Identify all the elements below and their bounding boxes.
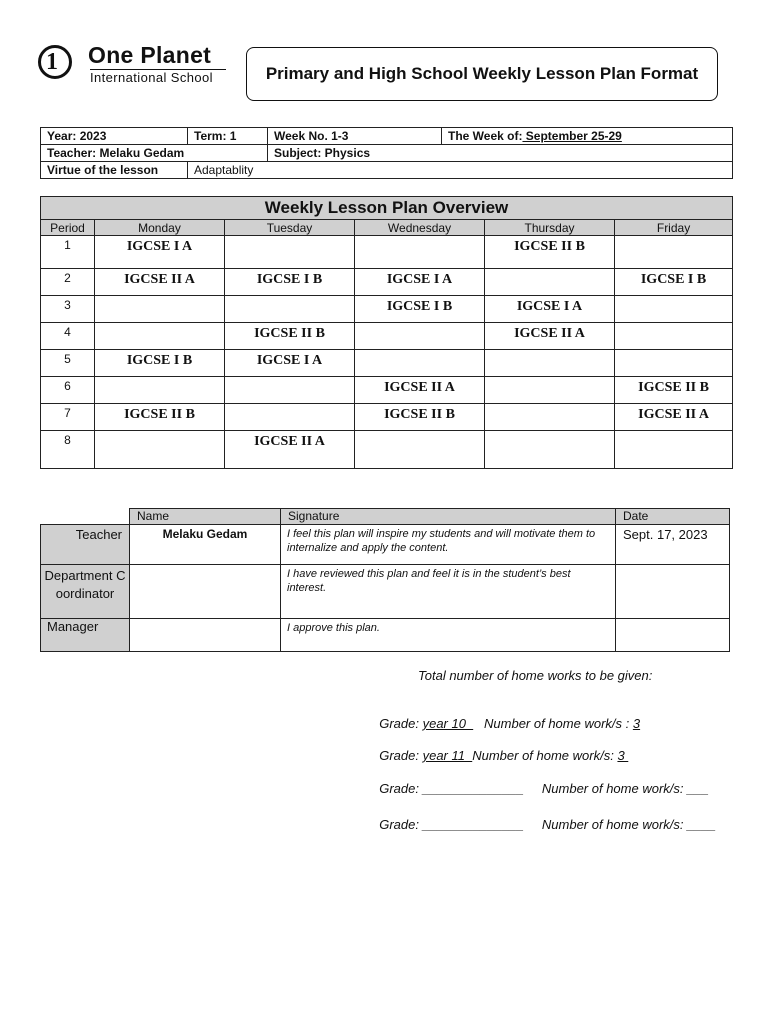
table-row: [41, 236, 733, 269]
year-field: Year: 2023: [41, 128, 188, 145]
class-cell: IGCSE I A: [95, 236, 225, 269]
class-cell: [485, 377, 615, 404]
class-cell: IGCSE I B: [615, 269, 733, 296]
class-cell: [95, 377, 225, 404]
lesson-info-table: [40, 127, 733, 179]
class-cell: [355, 350, 485, 377]
class-cell: IGCSE I B: [95, 350, 225, 377]
column-header: Thursday: [485, 220, 615, 236]
subject-field: Subject: Physics: [268, 145, 733, 162]
table-row: [41, 350, 733, 377]
class-cell: IGCSE II B: [615, 377, 733, 404]
table-row: [41, 377, 733, 404]
sign-date: [616, 619, 730, 652]
column-header: Wednesday: [355, 220, 485, 236]
class-cell: IGCSE I B: [355, 296, 485, 323]
class-cell: [485, 350, 615, 377]
class-cell: IGCSE II A: [95, 269, 225, 296]
period-number: 7: [41, 404, 95, 431]
class-cell: [355, 236, 485, 269]
role-label: Department Coordinator: [41, 565, 130, 619]
column-header: Name: [130, 509, 281, 525]
school-logo: [38, 42, 230, 86]
class-cell: [225, 377, 355, 404]
sign-date: [616, 565, 730, 619]
signer-name: [130, 619, 281, 652]
class-cell: IGCSE I A: [485, 296, 615, 323]
week-of-field: The Week of: September 25-29: [442, 128, 733, 145]
column-header: Date: [616, 509, 730, 525]
table-row: [41, 431, 733, 469]
period-number: 6: [41, 377, 95, 404]
sign-date: Sept. 17, 2023: [616, 525, 730, 565]
class-cell: [615, 323, 733, 350]
column-header: Monday: [95, 220, 225, 236]
virtue-value: Adaptablity: [188, 162, 733, 179]
virtue-label: Virtue of the lesson: [41, 162, 188, 179]
role-label: Manager: [41, 619, 130, 652]
homework-title: Total number of home works to be given:: [418, 668, 653, 683]
class-cell: [225, 404, 355, 431]
signer-name: Melaku Gedam: [130, 525, 281, 565]
class-cell: IGCSE II B: [225, 323, 355, 350]
class-cell: IGCSE I A: [355, 269, 485, 296]
week-field: Week No. 1-3: [268, 128, 442, 145]
logo-mark-icon: 1: [38, 45, 72, 79]
class-cell: [355, 323, 485, 350]
homework-line: Grade: year 11 Number of home work/s: 3: [379, 748, 629, 763]
approval-table: [40, 508, 730, 652]
period-number: 4: [41, 323, 95, 350]
blank-corner: [41, 509, 130, 525]
class-cell: [485, 404, 615, 431]
table-row: [41, 269, 733, 296]
teacher-field: Teacher: Melaku Gedam: [41, 145, 268, 162]
class-cell: [225, 296, 355, 323]
column-header: Tuesday: [225, 220, 355, 236]
class-cell: [485, 269, 615, 296]
class-cell: [615, 236, 733, 269]
schedule-title: Weekly Lesson Plan Overview: [41, 197, 733, 220]
class-cell: [95, 296, 225, 323]
table-row: [41, 565, 730, 619]
document-title: Primary and High School Weekly Lesson Plan Format: [246, 47, 718, 101]
class-cell: [485, 431, 615, 469]
class-cell: [615, 431, 733, 469]
period-number: 1: [41, 236, 95, 269]
logo-subtitle: International School: [90, 69, 226, 85]
class-cell: IGCSE I B: [225, 269, 355, 296]
class-cell: IGCSE II A: [615, 404, 733, 431]
weekly-schedule-table: [40, 196, 733, 469]
class-cell: [355, 431, 485, 469]
signature-statement: I feel this plan will inspire my students and will motivate them to internalize and apply the content.: [281, 525, 616, 565]
role-label: Teacher: [41, 525, 130, 565]
homework-line: Grade: ______________ Number of home work/s: ___: [379, 781, 709, 796]
period-number: 5: [41, 350, 95, 377]
class-cell: IGCSE II B: [485, 236, 615, 269]
column-header: Period: [41, 220, 95, 236]
period-number: 2: [41, 269, 95, 296]
term-field: Term: 1: [188, 128, 268, 145]
signer-name: [130, 565, 281, 619]
class-cell: [95, 323, 225, 350]
signature-statement: I approve this plan.: [281, 619, 616, 652]
table-row: [41, 296, 733, 323]
period-number: 3: [41, 296, 95, 323]
class-cell: [615, 296, 733, 323]
logo-name: One Planet: [88, 42, 212, 68]
table-row: [41, 404, 733, 431]
class-cell: IGCSE II B: [95, 404, 225, 431]
column-header: Friday: [615, 220, 733, 236]
class-cell: [225, 236, 355, 269]
class-cell: IGCSE II A: [355, 377, 485, 404]
table-row: [41, 323, 733, 350]
class-cell: IGCSE II B: [355, 404, 485, 431]
table-row: [41, 525, 730, 565]
class-cell: [95, 431, 225, 469]
column-header: Signature: [281, 509, 616, 525]
homework-line: Grade: ______________ Number of home work/s: ____: [379, 817, 717, 832]
period-number: 8: [41, 431, 95, 469]
class-cell: IGCSE II A: [225, 431, 355, 469]
class-cell: [615, 350, 733, 377]
homework-line: Grade: year 10 Number of home work/s : 3: [379, 716, 641, 731]
class-cell: IGCSE I A: [225, 350, 355, 377]
signature-statement: I have reviewed this plan and feel it is in the student’s best interest.: [281, 565, 616, 619]
class-cell: IGCSE II A: [485, 323, 615, 350]
table-row: [41, 619, 730, 652]
